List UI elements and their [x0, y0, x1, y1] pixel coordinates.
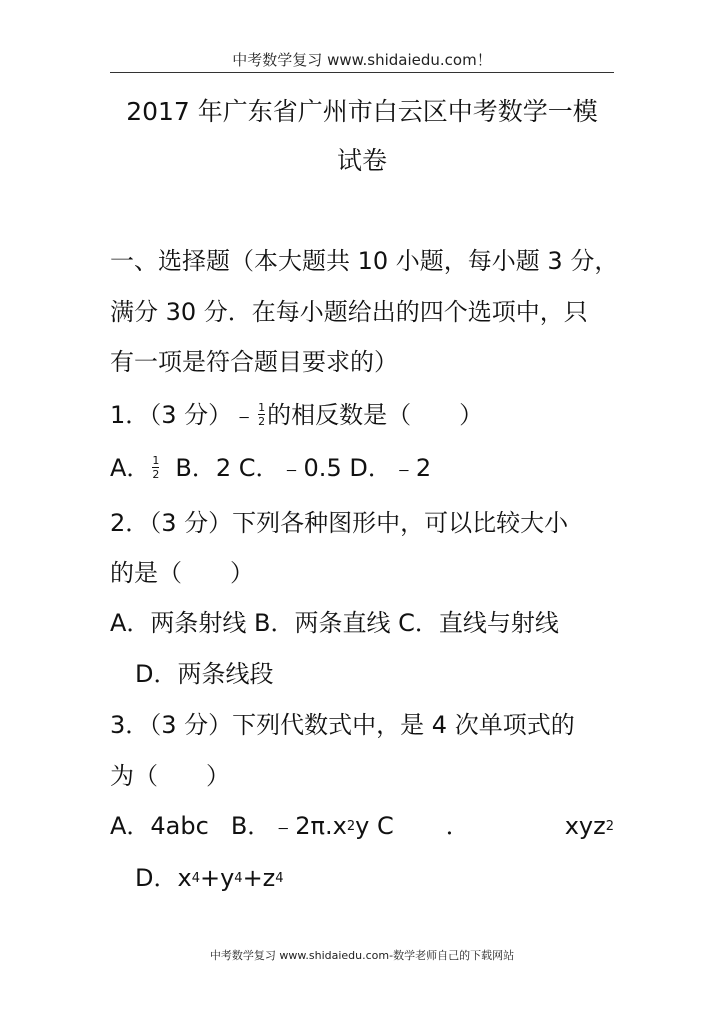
question-3-stem-line2: 为（ ） [110, 762, 230, 790]
option-d-z: +z [242, 864, 276, 892]
question-3-options-line2 [135, 862, 284, 894]
option-d-exp2: 4 [234, 871, 243, 886]
fraction-numerator: 1 [258, 400, 266, 414]
section-heading-line2: 满分 30 分．在每小题给出的四个选项中，只 [110, 298, 588, 326]
option-c-expression [565, 810, 614, 842]
option-b-pre: B．﹣2π.x [230, 812, 347, 840]
question-1-other-options: B．2 C．﹣0.5 D．﹣2 [175, 454, 432, 482]
option-c-dot: ． [445, 812, 470, 840]
fraction-denominator: 2 [152, 467, 160, 481]
option-a-label: A． [110, 454, 151, 482]
option-a: A．4abc [110, 812, 209, 840]
document-title-line1: 2017 年广东省广州市白云区中考数学一模 [126, 97, 598, 126]
option-d-x: x [177, 864, 192, 892]
question-3-stem-line1: 3．（3 分）下列代数式中，是 4 次单项式的 [110, 711, 575, 739]
question-1-fraction [258, 402, 265, 427]
question-2-options-line2: D．两条线段 [135, 660, 274, 688]
option-d-label: D． [135, 864, 178, 892]
fraction-numerator: 1 [152, 453, 160, 467]
question-1-options [110, 452, 431, 484]
header-divider [110, 72, 614, 73]
page-footer: 中考数学复习 www.shidaiedu.com-数学老师自己的下载网站 [209, 949, 515, 962]
question-2-stem-line2: 的是（ ） [110, 559, 254, 587]
question-1-stem [110, 399, 483, 431]
option-c-exponent: 2 [605, 819, 614, 834]
option-a-fraction [152, 455, 159, 480]
fraction-denominator: 2 [258, 414, 266, 428]
question-2-stem-line1: 2．（3 分）下列各种图形中，可以比较大小 [110, 509, 569, 537]
document-title-line2: 试卷 [336, 146, 387, 175]
section-heading-line3: 有一项是符合题目要求的） [110, 348, 398, 376]
question-2-options-line1: A．两条射线 B．两条直线 C．直线与射线 [110, 609, 559, 637]
question-3-options-line1 [110, 810, 614, 842]
question-1-prefix: 1．（3 分）﹣ [110, 401, 257, 429]
section-heading-line1: 一、选择题（本大题共 10 小题，每小题 3 分， [110, 247, 619, 275]
option-d-exp3: 4 [275, 871, 284, 886]
page-header: 中考数学复习 www.shidaiedu.com！ [232, 51, 492, 69]
option-d-y: +y [199, 864, 235, 892]
option-c-base: xyz [564, 812, 606, 840]
option-b-exponent: 2 [346, 819, 356, 834]
option-b-post: y C [355, 812, 394, 840]
option-d-exp1: 4 [191, 871, 200, 886]
question-1-suffix: 的相反数是（ ） [267, 401, 484, 429]
